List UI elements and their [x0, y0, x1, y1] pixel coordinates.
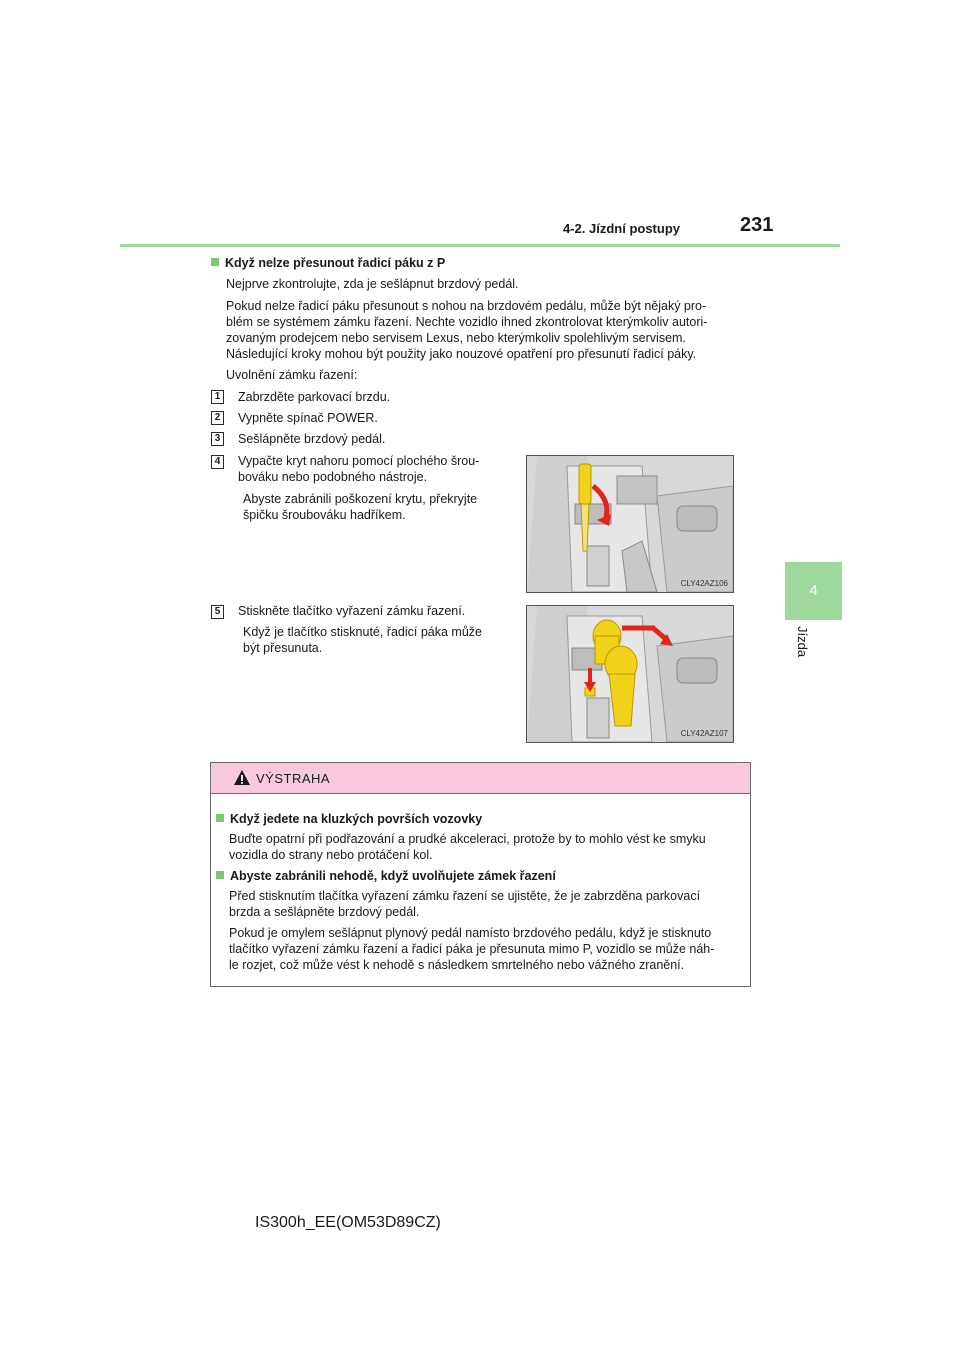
- warning-header: [211, 763, 750, 794]
- figure-code: CLY42AZ106: [680, 579, 728, 588]
- paragraph-check-brake: Nejprve zkontrolujte, zda je sešlápnut brzdový pedál.: [226, 277, 519, 291]
- console-illustration-icon: [527, 456, 733, 592]
- chapter-label-box: [790, 622, 830, 672]
- step-text: Vypačte kryt nahoru pomocí plochého šrou- bováku nebo podobného nástroje.: [238, 454, 480, 484]
- paragraph-shift-lock: Pokud nelze řadicí páku přesunout s nohou na brzdovém pedálu, může být nějaký pro- blém se systémem zámku řazení. Nechte vozidlo ihned zkontrolovat kterýmkoliv autori- zovaným prodejcem nebo servisem Lexus, nebo kterýmkoliv spolehlivým servisem. Následující kroky mohou být použity jako nouzové opatření pro přesunutí řadicí páky.: [226, 299, 708, 361]
- step-number: 1: [211, 390, 224, 404]
- chapter-label: Jízda: [795, 626, 810, 658]
- shift-lever-illustration-icon: [527, 606, 733, 742]
- warning-paragraph: Před stisknutím tlačítka vyřazení zámku řazení se ujistěte, že je zabrzděna parkovací brzda a sešlápněte brzdový pedál.: [229, 889, 701, 919]
- heading-bullet-icon: [216, 871, 224, 879]
- warning-box: [210, 762, 751, 987]
- figure-pry-cover: [526, 455, 734, 593]
- step-note: Abyste zabránili poškození krytu, překryjte špičku šroubováku hadříkem.: [243, 492, 478, 522]
- step-note: Když je tlačítko stisknuté, řadicí páka může být přesunuta.: [243, 625, 482, 655]
- figure-code: CLY42AZ107: [680, 729, 728, 738]
- figure-release-button: [526, 605, 734, 743]
- warning-heading: Když jedete na kluzkých površích vozovky: [216, 811, 482, 827]
- section-heading: Když nelze přesunout řadicí páku z P: [211, 255, 445, 271]
- step-text: Stiskněte tlačítko vyřazení zámku řazení.: [238, 604, 466, 618]
- heading-bullet-icon: [216, 814, 224, 822]
- step-text: Vypněte spínač POWER.: [238, 411, 378, 425]
- warning-triangle-icon: [233, 769, 251, 786]
- warning-paragraph: Pokud je omylem sešlápnut plynový pedál namísto brzdového pedálu, když je stisknuto tlačítko vyřazení zámku řazení a řadicí páka je přesunuta mimo P, vozidlo se může náh- le rozjet, což může vést k nehodě s následkem smrtelného nebo vážného zranění.: [229, 926, 715, 972]
- step-text: Sešlápněte brzdový pedál.: [238, 432, 386, 446]
- step-number: 4: [211, 455, 224, 469]
- step-number: 2: [211, 411, 224, 425]
- step-number: 5: [211, 605, 224, 619]
- header-rule: [120, 244, 840, 247]
- step-number: 3: [211, 432, 224, 446]
- warning-title: VÝSTRAHA: [256, 771, 331, 786]
- warning-heading: Abyste zabránili nehodě, když uvolňujete zámek řazení: [216, 868, 556, 884]
- page-number: 231: [740, 214, 774, 236]
- warning-paragraph: Buďte opatrní při podřazování a prudké akceleraci, protože by to mohlo vést ke smyku vozidla do strany nebo protáčení kol.: [229, 832, 706, 862]
- shift-lock-intro: Uvolnění zámku řazení:: [226, 368, 358, 382]
- heading-bullet-icon: [211, 258, 219, 266]
- step-text: Zabrzděte parkovací brzdu.: [238, 390, 391, 404]
- model-code: IS300h_EE(OM53D89CZ): [255, 1214, 441, 1231]
- chapter-tab[interactable]: 4: [785, 562, 842, 620]
- section-title: 4-2. Jízdní postupy: [562, 221, 680, 236]
